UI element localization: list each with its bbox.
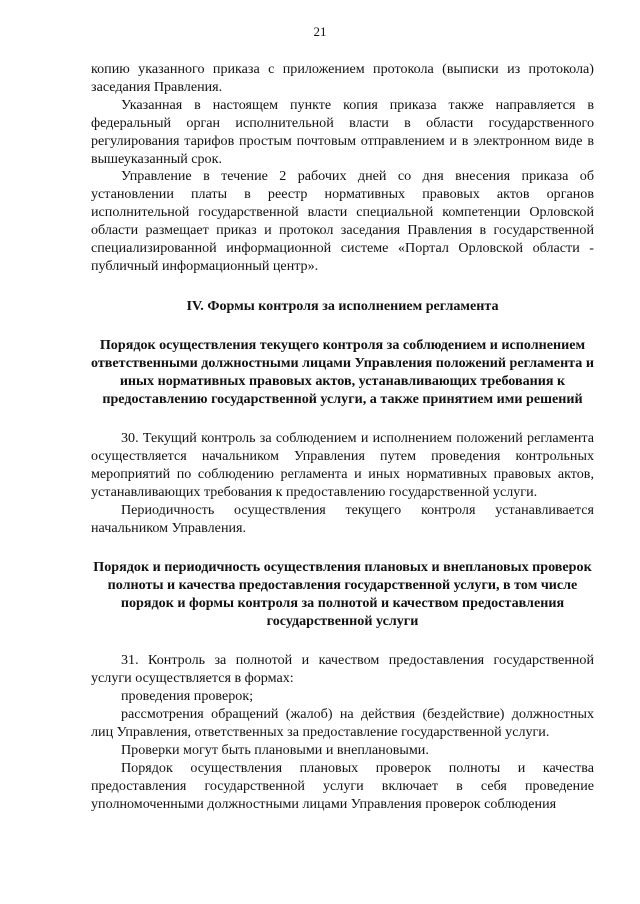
subsection-title-current-control: Порядок осуществления текущего контроля за соблюдением и исполнением ответственными должностными лицами Управления положений регламента и иных нормативных правовых актов, устанавливающих требования к предоставлению государственной услуги, а также принятием ими решений [91, 336, 594, 407]
paragraph-item-30: 30. Текущий контроль за соблюдением и исполнением положений регламента осуществляется начальником Управления путем проведения контрольных мероприятий по соблюдению регламента и иных нормативных правовых актов, устанавливающих требования к предоставлению государственной услуги. [91, 430, 594, 501]
paragraph-continuation: копию указанного приказа с приложением протокола (выписки из протокола) заседания Правления. [91, 61, 594, 95]
section-title: IV. Формы контроля за исполнением регламента [186, 297, 499, 314]
paragraph-inspection-types: Проверки могут быть плановыми и внеплановыми. [121, 742, 429, 758]
paragraph-item-31: 31. Контроль за полнотой и качеством предоставления государственной услуги осуществляется в формах: [91, 652, 594, 687]
page-number: 21 [313, 24, 327, 39]
paragraph-periodicity: Периодичность осуществления текущего контроля устанавливается начальником Управления. [91, 502, 594, 536]
paragraph-copy-order: Указанная в настоящем пункте копия приказа также направляется в федеральный орган исполнительной власти в области государственного регулирования тарифов простым почтовым отправлением и в электронном виде в вышеуказанный срок. [91, 96, 594, 167]
paragraph-registry: Управление в течение 2 рабочих дней со дня внесения приказа об установлении платы в реестр нормативных правовых актов органов исполнительной государственной власти специальной компетенции Орловской области размещает приказ и протокол заседания Правления в государственной специализированной информационной системе «Портал Орловской области - публичный информационный центр». [91, 168, 594, 274]
subsection-title-inspections: Порядок и периодичность осуществления плановых и внеплановых проверок полноты и качества предоставления государственной услуги, в том числе порядок и формы контроля за полнотой и качеством предоставления государственной услуги [93, 558, 592, 629]
list-item-complaints: рассмотрения обращений (жалоб) на действия (бездействие) должностных лиц Управления, ответственных за предоставление государственной услуги. [91, 706, 594, 741]
paragraph-planned-inspections: Порядок осуществления плановых проверок полноты и качества предоставления государственной услуги включает в себя проведение уполномоченными должностными лицами Управления проверок соблюдения [91, 759, 594, 812]
document-body [91, 61, 594, 814]
list-item-inspections: проведения проверок; [121, 688, 254, 705]
